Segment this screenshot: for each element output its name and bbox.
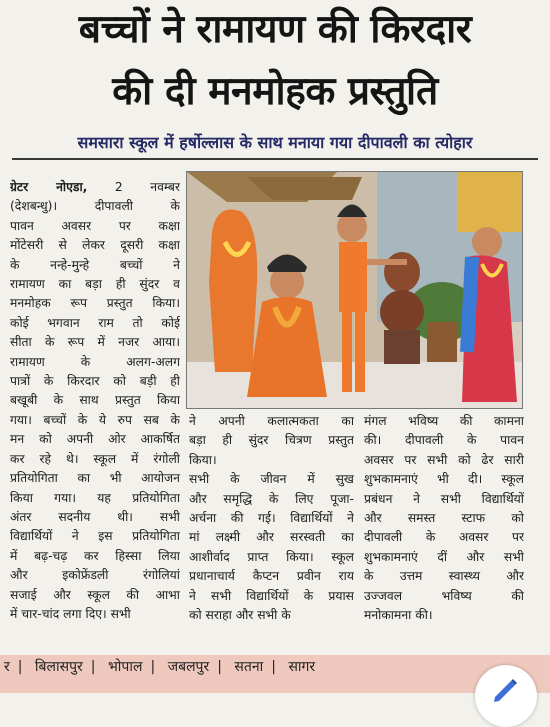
article-line: उज्जवल भविष्य की [364,588,524,603]
city-5: सागर [288,659,316,675]
article-line: और इकोफ्रेंडली रंगोलियां [10,568,180,583]
article-line: मोंटेसरी से लेकर दूसरी कक्षा [10,238,180,253]
article-line: प्रतियोगिता का भी आयोजन [10,471,180,486]
dateline: ग्रेटर नोएडा, [10,180,88,194]
separator: | [271,659,276,675]
article-line: कोई भगवान राम तो कोई [10,315,180,330]
article-line: कर रहे थे। स्कूल में रंगोली [10,451,180,466]
article-line: सीता के रूप में नजर आया। [10,335,180,350]
article-line: के नन्हे-मुन्हे बच्चों ने [10,257,180,272]
city-1: बिलासपुर [34,659,83,675]
separator: | [90,659,96,675]
article-line: विद्यार्थियों ने इस प्रतियोगिता [10,529,180,544]
article-line: अंतर सदनीय थी। सभी [10,509,180,524]
article-line: सजाई और स्कूल की आभा [10,587,180,602]
article-line: के उत्तम स्वास्थ्य और [364,569,524,584]
article-line: रामायण का बड़ा ही सुंदर व [10,277,180,292]
article-line: दीपावली के अवसर पर [364,530,524,545]
separator: | [217,659,222,675]
subheadline: समसारा स्कूल में हर्षोल्लास के साथ मनाया गया दीपावली का त्योहार [77,133,473,152]
article-line: रामायण के अलग-अलग [10,354,180,369]
article-column-3 [364,412,524,625]
city-2: भोपाल [107,659,143,675]
article-line: गया। बच्चों के ये रुप सब के [10,412,180,427]
article-line: बड़ा ही सुंदर चित्रण प्रस्तुत [189,433,354,448]
separator: | [150,659,156,675]
photo-children-in-ramayana-costumes [187,172,522,408]
article-line: किया गया। यह प्रतियोगिता [10,490,180,505]
article-line: ने सभी विद्यार्थियों के प्रयास [189,588,354,603]
article-line: और समस्त स्टाफ को [364,511,524,526]
city-3: जबलपुर [167,659,210,675]
article-photo [186,171,523,409]
article-line: सभी के जीवन में सुख [189,472,354,487]
headline-line-1: बच्चों ने रामायण की किरदार [78,7,472,52]
article-line: और समृद्धि के लिए पूजा- [189,491,354,506]
article-line: में बढ़-चढ़ कर हिस्सा लिया [10,548,180,563]
article-line: ग्रेटर नोएडा, 2 नवम्बर [10,180,180,194]
edition-cities [0,657,319,677]
city-0: र [4,659,10,675]
city-4: सतना [234,659,264,675]
article-line: की। दीपावली के पावन [364,433,524,448]
article-line: को सराहा और सभी के [189,608,291,623]
article-line: मनोकामना की। [364,608,433,623]
article-line: में चार-चांद लगा दिए। सभी [10,606,131,621]
article-line: किया। [189,452,217,467]
divider-rule [12,158,538,160]
article-line: प्रधानाचार्य कैप्टन प्रवीन राय [189,569,354,584]
headline-line-2: की दी मनमोहक प्रस्तुति [112,69,438,114]
article-line: ने अपनी कलात्मकता का [189,414,354,428]
article-line: पात्रों के किरदार को बड़ी ही [10,374,180,389]
article-line: शुभकामनाएं दीं और सभी [364,549,524,564]
edit-pen-button[interactable] [475,665,537,727]
article-line: (देशबन्धु)। दीपावली के [10,199,180,214]
article-line: मनमोहक रूप प्रस्तुत किया। [10,296,180,311]
separator: | [17,659,23,675]
pen-icon [489,673,521,705]
article-line: मां लक्ष्मी और सरस्वती का [189,530,354,545]
article-line: शुभकामनाएं भी दी। स्कूल [364,472,524,487]
article-line: अवसर पर सभी को ढेर सारी [364,452,524,467]
article-line: अर्चना की गई। विद्यार्थियों ने [189,511,354,526]
article-line: पावन अवसर पर कक्षा [10,218,180,233]
article-line: मन को अपनी ओर आकर्षित [10,432,180,447]
article-line: प्रबंधन ने सभी विद्यार्थियों [364,491,524,506]
article-column-1 [10,178,180,624]
article-column-2 [189,412,354,625]
article-line: बखूबी के साथ प्रस्तुत किया [10,393,180,408]
article-line: आशीर्वाद प्राप्त किया। स्कूल [189,549,354,564]
footer-edition-bar [0,655,550,693]
article-line: मंगल भविष्य की कामना [364,414,524,428]
